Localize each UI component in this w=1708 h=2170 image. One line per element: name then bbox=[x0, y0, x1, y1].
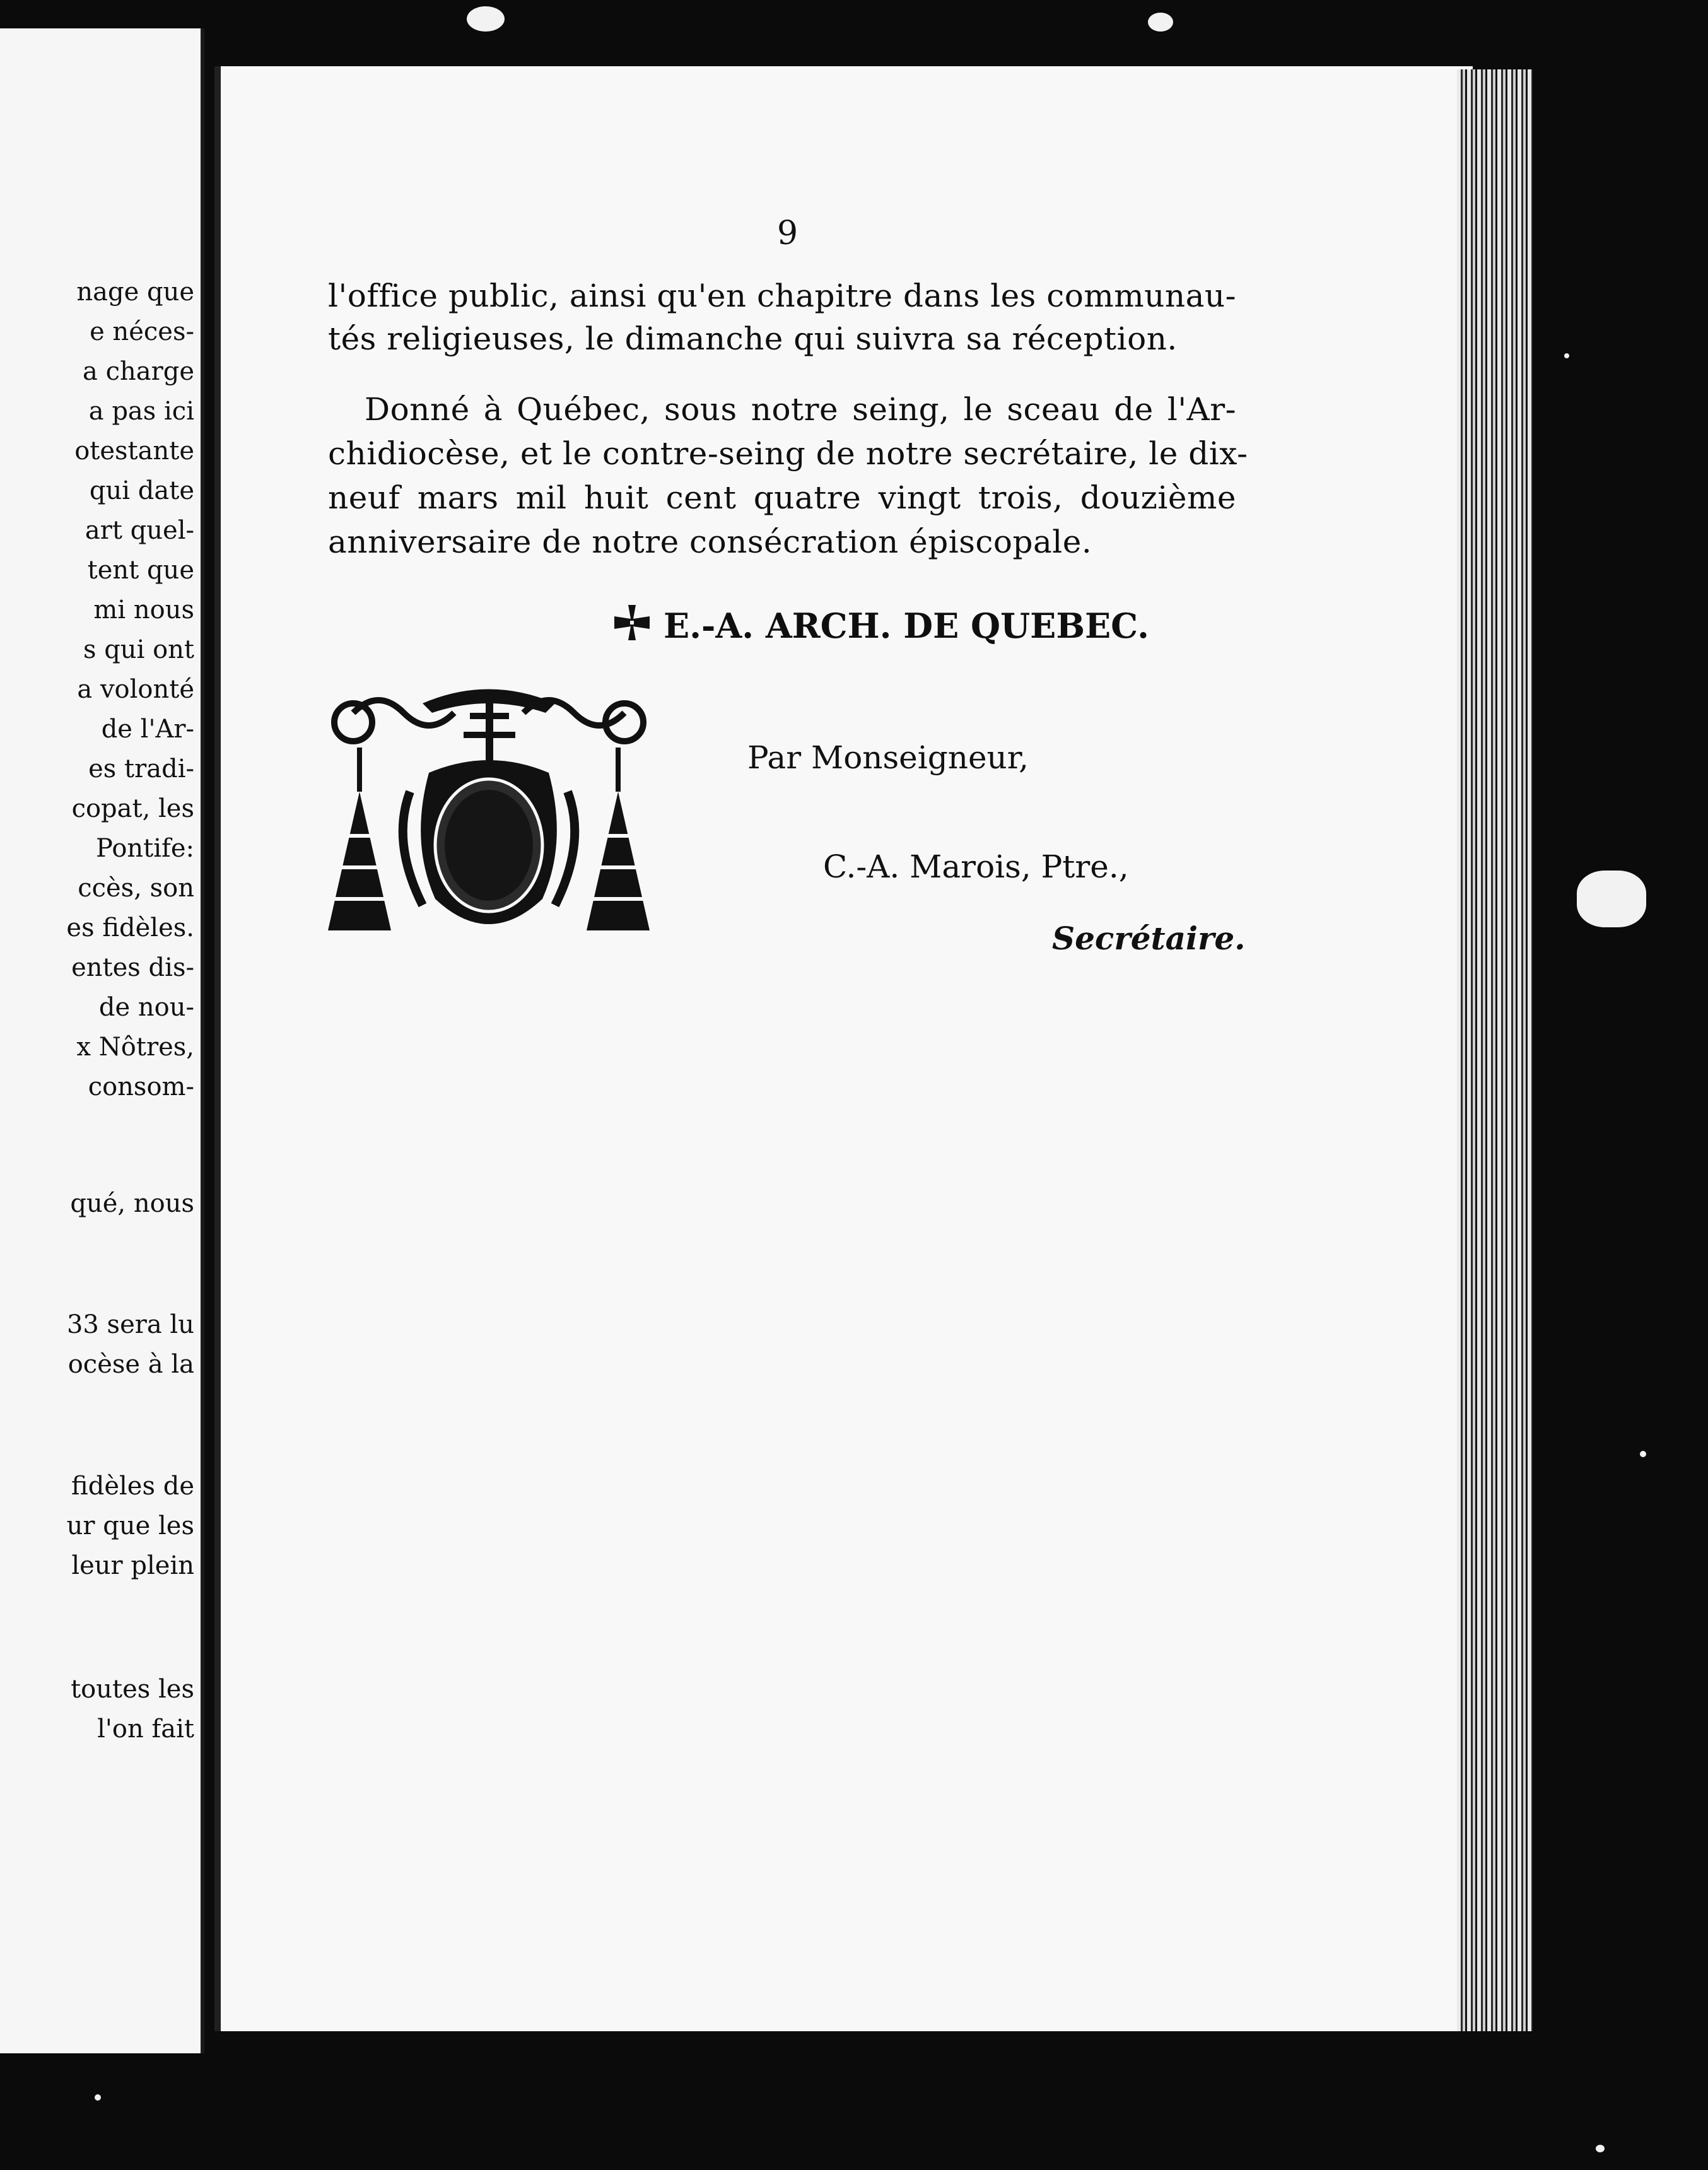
left-page-line: a volonté bbox=[77, 675, 194, 704]
left-page-line: e néces- bbox=[90, 317, 194, 346]
left-page-line: qui date bbox=[89, 476, 194, 505]
left-page-line: ur que les bbox=[66, 1511, 194, 1540]
left-page-line: es tradi- bbox=[88, 754, 194, 783]
left-page-line: l'on fait bbox=[97, 1715, 194, 1744]
paragraph2-line: Donné à Québec, sous notre seing, le sceau de l'Ar- bbox=[365, 391, 1236, 428]
left-page-line: mi nous bbox=[93, 595, 194, 625]
left-page-line: 33 sera lu bbox=[66, 1310, 194, 1339]
left-page-line: copat, les bbox=[71, 794, 194, 823]
left-page-line: x Nôtres, bbox=[76, 1033, 194, 1062]
left-page-line: es fidèles. bbox=[66, 913, 194, 942]
book-page-edge bbox=[1457, 69, 1533, 2031]
maltese-cross-icon bbox=[612, 602, 652, 651]
coat-of-arms-icon bbox=[315, 678, 662, 962]
left-page-line: s qui ont bbox=[83, 635, 194, 664]
left-page-line: qué, nous bbox=[70, 1189, 194, 1218]
left-page-line: consom- bbox=[88, 1072, 194, 1101]
left-page-line: leur plein bbox=[71, 1551, 194, 1580]
left-page-line: Pontife: bbox=[96, 834, 194, 863]
left-page-line: de l'Ar- bbox=[101, 715, 194, 744]
paragraph2-line: neuf mars mil huit cent quatre vingt trois, douzième bbox=[328, 479, 1236, 516]
left-page-fragment bbox=[0, 28, 204, 2053]
left-page-line: otestante bbox=[74, 437, 194, 466]
left-page-line: ocèse à la bbox=[67, 1350, 194, 1379]
archbishop-signature bbox=[612, 602, 1149, 651]
left-page-line: nage que bbox=[76, 278, 194, 307]
paragraph1-line: l'office public, ainsi qu'en chapitre dans les communau- bbox=[328, 278, 1236, 314]
paragraph2-line: anniversaire de notre consécration épiscopale. bbox=[328, 524, 1092, 560]
secretary-name: C.-A. Marois, Ptre., bbox=[823, 848, 1129, 885]
secretary-title: Secrétaire. bbox=[1052, 920, 1246, 957]
left-page-line: ccès, son bbox=[78, 874, 194, 903]
left-page-line: entes dis- bbox=[71, 953, 194, 982]
paragraph2-line: chidiocèse, et le contre-seing de notre secrétaire, le dix- bbox=[328, 435, 1248, 472]
right-page bbox=[214, 66, 1473, 2031]
left-page-line: toutes les bbox=[71, 1675, 194, 1704]
par-monseigneur-text: Par Monseigneur, bbox=[747, 739, 1029, 776]
page-number: 9 bbox=[777, 214, 798, 252]
left-page-line: a charge bbox=[83, 357, 194, 386]
paragraph1-line: tés religieuses, le dimanche qui suivra sa réception. bbox=[328, 320, 1178, 357]
left-page-line: tent que bbox=[87, 556, 194, 585]
signature-text: E.-A. ARCH. DE QUEBEC. bbox=[664, 606, 1149, 646]
left-page-line: de nou- bbox=[98, 993, 194, 1022]
left-page-line: fidèles de bbox=[71, 1472, 194, 1501]
left-page-line: a pas ici bbox=[88, 397, 194, 426]
left-page-line: art quel- bbox=[85, 516, 194, 545]
